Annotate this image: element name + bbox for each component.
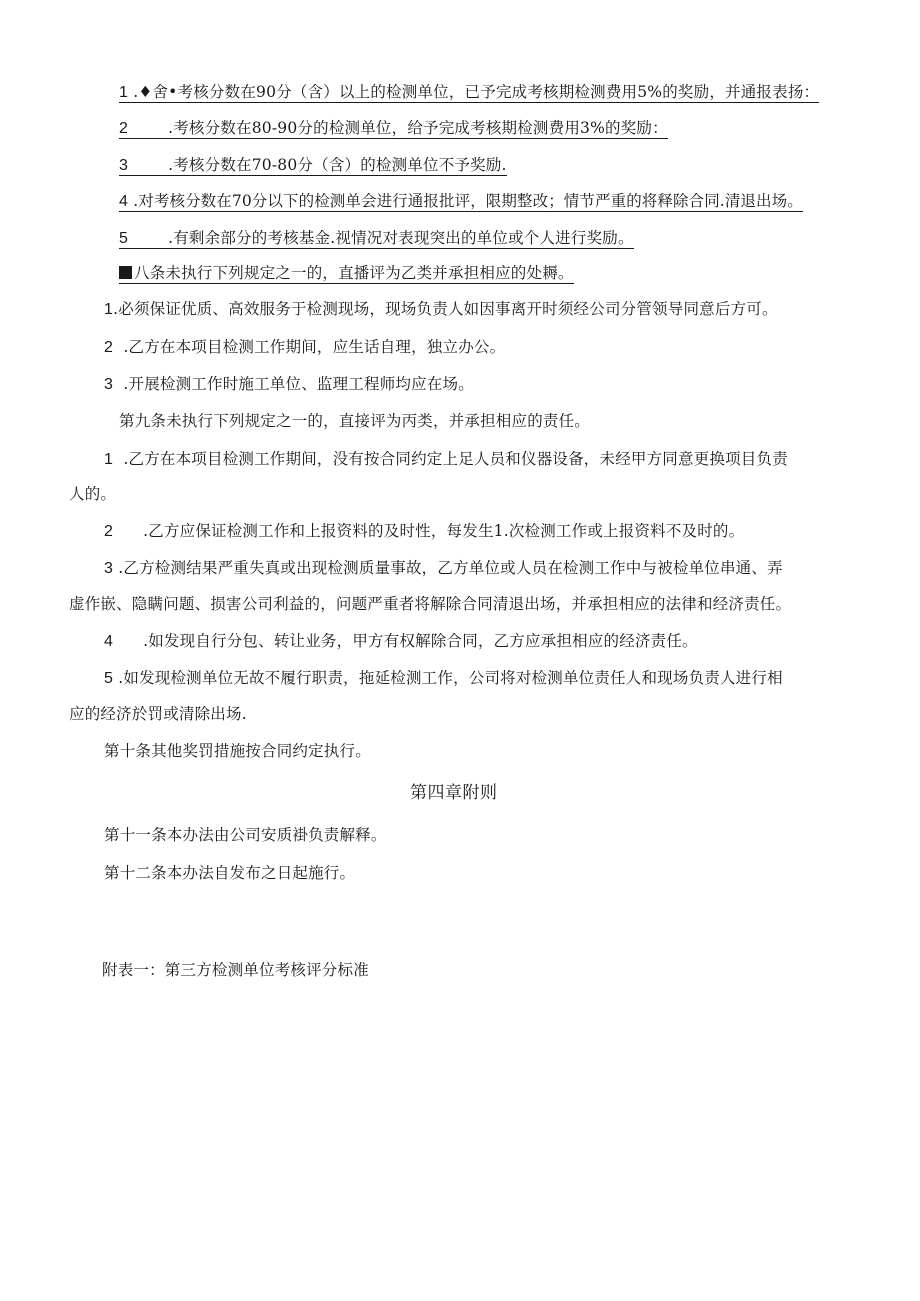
item-text: .如发现自行分包、转让业务，甲方有权解除合同，乙方应承担相应的经济责任。 — [143, 632, 698, 650]
item-number: 1 — [104, 451, 114, 468]
item-number: 4 — [104, 633, 114, 650]
chapter-4-heading-text: 第四章附则 — [410, 783, 498, 803]
article-9-item-5-line2 — [69, 704, 247, 724]
reward-item-4 — [119, 191, 803, 212]
item-number: 2 — [104, 523, 114, 540]
reward-item-text: .考核分数在70-80分（含）的检测单位不予奖励. — [168, 156, 507, 174]
reward-item-number: 4 — [119, 193, 129, 210]
item-number: 3 — [104, 560, 114, 577]
article-9-item-1-line2 — [69, 484, 116, 504]
item-text: .乙方检测结果严重失真或出现检测质量事故，乙方单位或人员在检测工作中与被检单位串通、弄 — [118, 559, 783, 577]
reward-item-text: .♦舍•考核分数在90分（含）以上的检测单位，已予完成考核期检测费用5%的奖励，并通报表扬： — [133, 83, 820, 101]
reward-item-number: 2 — [119, 120, 129, 137]
reward-item-number: 1 — [119, 84, 129, 101]
article-9-item-5-line1 — [104, 668, 783, 689]
article-11 — [104, 825, 387, 845]
reward-item-2 — [119, 118, 668, 139]
reward-item-number: 5 — [119, 230, 129, 247]
article-9-item-3-line2 — [69, 594, 791, 614]
article-10-text: 第十条其他奖罚措施按合同约定执行。 — [104, 742, 371, 760]
item-text-continuation: 虚作嵌、隐瞒问题、损害公司利益的，问题严重者将解除合同清退出场，并承担相应的法律和经济责任。 — [69, 595, 792, 613]
item-text: .如发现检测单位无故不履行职责，拖延检测工作，公司将对检测单位责任人和现场负责人进行相 — [118, 669, 783, 687]
article-8-title — [119, 263, 574, 283]
reward-item-1 — [119, 82, 819, 103]
article-8-item-1 — [104, 299, 778, 320]
article-12-text: 第十二条本办法自发布之日起施行。 — [104, 864, 356, 882]
article-9-title-text: 第九条未执行下列规定之一的，直接评为丙类，并承担相应的责任。 — [119, 412, 591, 430]
article-12 — [104, 863, 355, 883]
item-number: 1 — [104, 301, 114, 318]
reward-item-text: .对考核分数在70分以下的检测单会进行通报批评，限期整改；情节严重的将释除合同.清退出场。 — [133, 192, 803, 210]
item-text: .必须保证优质、高效服务于检测现场，现场负责人如因事离开时须经公司分管领导同意后方可。 — [113, 300, 778, 318]
item-text: .乙方在本项目检测工作期间，应生话自理，独立办公。 — [123, 338, 506, 356]
item-number: 2 — [104, 339, 114, 356]
article-8-title-text: 八条未执行下列规定之一的，直播评为乙类并承担相应的处耨。 — [134, 264, 574, 282]
reward-item-number: 3 — [119, 157, 129, 174]
article-9-item-2 — [104, 521, 744, 542]
appendix-label — [102, 960, 369, 980]
article-9-item-4 — [104, 631, 698, 652]
item-text: .乙方在本项目检测工作期间，没有按合同约定上足人员和仪器设备，未经甲方同意更换项目负责 — [123, 450, 788, 468]
square-bullet-icon — [119, 266, 132, 279]
appendix-text: 附表一：第三方检测单位考核评分标准 — [102, 961, 369, 979]
article-9-item-1-line1 — [104, 449, 788, 470]
item-text: .乙方应保证检测工作和上报资料的及时性，每发生1.次检测工作或上报资料不及时的。 — [143, 522, 745, 540]
article-9-title — [119, 411, 590, 431]
chapter-4-heading — [410, 782, 498, 804]
item-text-continuation: 人的。 — [69, 485, 117, 503]
article-11-text: 第十一条本办法由公司安质褂负责解释。 — [104, 826, 387, 844]
article-9-item-3-line1 — [104, 558, 783, 579]
item-number: 3 — [104, 376, 114, 393]
article-10 — [104, 741, 371, 761]
reward-item-5 — [119, 228, 634, 249]
item-number: 5 — [104, 670, 114, 687]
article-8-item-3 — [104, 374, 474, 395]
reward-item-3 — [119, 155, 507, 176]
reward-item-text: .有剩余部分的考核基金.视情况对表现突出的单位或个人进行奖励。 — [168, 229, 634, 247]
item-text: .开展检测工作时施工单位、监理工程师均应在场。 — [123, 375, 474, 393]
article-8-item-2 — [104, 337, 505, 358]
reward-item-text: .考核分数在80-90分的检测单位，给予完成考核期检测费用3%的奖励： — [168, 119, 668, 137]
item-text-continuation: 应的经济於罚或清除出场. — [69, 705, 247, 723]
